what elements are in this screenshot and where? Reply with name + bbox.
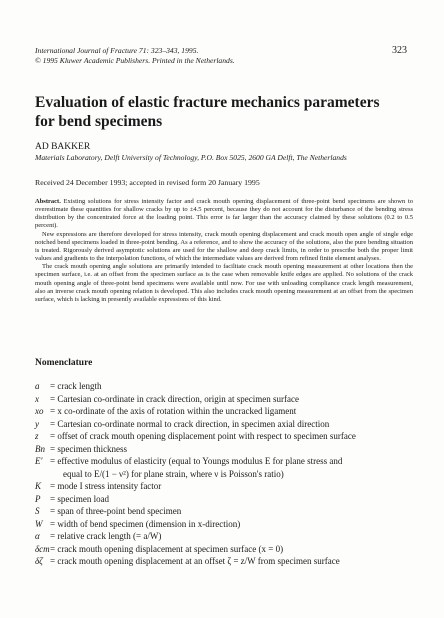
nomenclature-symbol: W (35, 518, 43, 529)
nomenclature-heading: Nomenclature (35, 358, 93, 368)
nomenclature-continuation: equal to E/(1 − ν²) for plane strain, where ν is Poisson's ratio) (63, 468, 284, 479)
copyright-line: © 1995 Kluwer Academic Publishers. Printed in the Netherlands. (35, 56, 235, 65)
paper-title (35, 93, 395, 131)
journal-citation: International Journal of Fracture 71: 323–343, 1995. (35, 46, 199, 55)
title-line-2: for bend specimens (35, 113, 163, 130)
nomenclature-definition: = specimen thickness (50, 443, 128, 454)
nomenclature-symbol: δζ (35, 556, 43, 566)
nomenclature-symbol: x (35, 393, 39, 404)
nomenclature-item (35, 493, 430, 506)
received-date: Received 24 December 1993; accepted in revised form 20 January 1995 (35, 178, 260, 187)
nomenclature-item (35, 418, 430, 431)
nomenclature-definition: = relative crack length (= a/W) (50, 531, 162, 541)
nomenclature-definition: = crack mouth opening displacement at specimen surface (x = 0) (50, 543, 284, 554)
nomenclature-item (35, 393, 430, 406)
nomenclature-definition: = width of bend specimen (dimension in x-direction) (50, 518, 241, 529)
nomenclature-symbol: P (35, 493, 41, 504)
abstract-paragraph-1 (35, 198, 413, 231)
nomenclature-item (35, 505, 430, 518)
abstract-paragraph-3: The crack mouth opening angle solutions are primarily intended to facilitate crack mouth opening measurement at other locations then the specimen surface, i.e. at an offset from the specimen surface as is the case when removable knife edges are applied. No solutions of the crack mouth opening angle of three-point bend specimens were available until now. For use with unloading compliance crack length measurement, also an inverse crack mouth opening relation is developed. This also includes crack mouth opening measurement at an offset from the specimen surface, which is lacking in presently available expressions of this kind. (35, 263, 413, 303)
nomenclature-symbol: Bn (35, 443, 45, 454)
nomenclature-definition: = Cartesian co-ordinate in crack direction, origin at specimen surface (50, 393, 299, 404)
nomenclature-symbol: α (35, 531, 40, 541)
abstract-paragraph-2: New expressions are therefore developed for stress intensity, crack mouth opening displacement and crack mouth open angle of single edge notched bend specimens loaded in three-point bending. As a reference, and to show the accuracy of the solutions, also the pure bending situation is treated. Rigorously derived asymptotic solutions are used for the shallow and deep crack limits, in order to prescribe both the proper limit values and gradients to the interpolation functions, of which the intermediate values are derived from refined finite element analyses. (35, 230, 413, 263)
journal-header (35, 46, 415, 66)
nomenclature-symbol: K (35, 481, 42, 491)
nomenclature-item (35, 455, 430, 468)
nomenclature-item (35, 443, 430, 456)
nomenclature-item (35, 480, 430, 493)
nomenclature-symbol: E' (35, 456, 43, 466)
nomenclature-definition: = crack mouth opening displacement at an offset ζ = z/W from specimen surface (50, 556, 340, 566)
author-name: AD BAKKER (35, 142, 91, 152)
nomenclature-definition: = offset of crack mouth opening displacement point with respect to specimen surface (50, 431, 356, 441)
nomenclature-symbol: xo (35, 406, 44, 416)
nomenclature-definition: = span of three-point bend specimen (50, 506, 182, 516)
nomenclature-item (35, 518, 430, 531)
nomenclature-item (35, 555, 430, 568)
nomenclature-symbol: δcm (35, 543, 50, 554)
nomenclature-item (35, 380, 430, 393)
nomenclature-symbol: a (35, 381, 40, 391)
abstract (35, 198, 413, 304)
nomenclature-definition: = specimen load (50, 493, 110, 504)
nomenclature-definition: = effective modulus of elasticity (equal to Youngs modulus E for plane stress and (50, 456, 343, 466)
nomenclature-item (35, 405, 430, 418)
author-affiliation: Materials Laboratory, Delft University of Technology, P.O. Box 5025, 2600 GA Delft, The Netherlands (35, 153, 347, 162)
nomenclature-item (35, 430, 430, 443)
nomenclature-definition: = mode I stress intensity factor (50, 481, 162, 491)
page-number: 323 (392, 45, 407, 56)
abstract-label: Abstract. (35, 198, 61, 205)
nomenclature-item (35, 543, 430, 556)
nomenclature-definition: = x co-ordinate of the axis of rotation within the uncracked ligament (50, 406, 297, 416)
nomenclature-symbol: z (35, 431, 39, 441)
nomenclature-definition: = crack length (50, 381, 102, 391)
title-line-1: Evaluation of elastic fracture mechanics parameters (35, 94, 380, 111)
nomenclature-list (35, 380, 430, 568)
nomenclature-symbol: y (35, 418, 39, 429)
nomenclature-symbol: S (35, 506, 40, 516)
abstract-text-1: Existing solutions for stress intensity factor and crack mouth opening displacement of three-point bend specimens are shown to overestimate these quantities for shallow cracks by up to ±4.5 percent, because they do not account for the disturbance of the bending stress distribution by the concentrated force at the loading point. This error is far larger than the accuracy claimed by these solutions (0.2 to 0.5 percent). (35, 198, 413, 230)
nomenclature-item (35, 530, 430, 543)
nomenclature-definition: = Cartesian co-ordinate normal to crack direction, in specimen axial direction (50, 418, 330, 429)
